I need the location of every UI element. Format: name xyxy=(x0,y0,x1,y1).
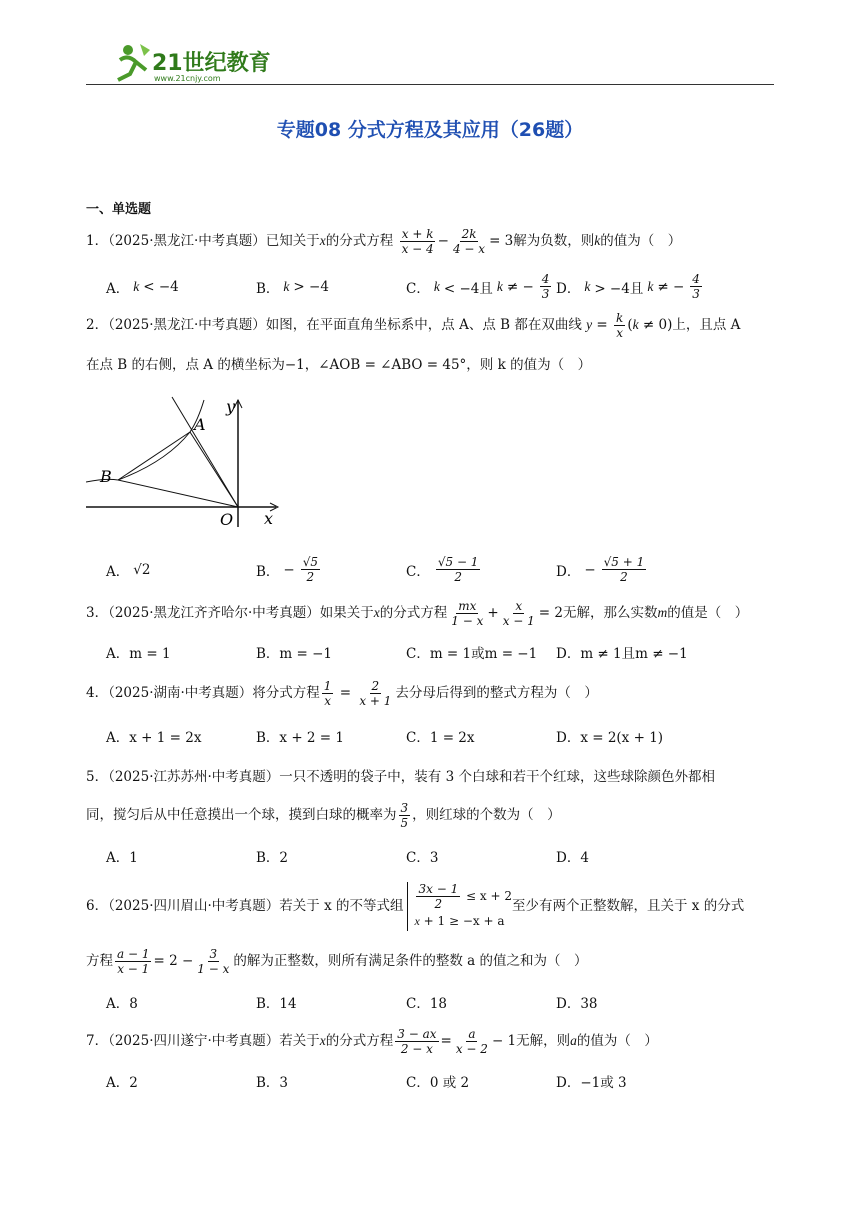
q6-option-c[interactable]: C．18 xyxy=(406,996,448,1012)
graph-label-x: x xyxy=(264,509,274,528)
logo-brand: 21世纪教育 xyxy=(152,51,271,76)
graph-label-y: y xyxy=(226,397,236,416)
q1-option-a[interactable]: A． xyxy=(106,280,130,297)
question-6: 6．（2025·四川眉山·中考真题）若关于 x 的不等式组 $\frac{3x - 1}{2}$ ≤ x + 2 x + 1 ≥ −x + a至少有两个正整数解，且关于 x 的分式 xyxy=(86,882,786,931)
q3-options xyxy=(106,642,726,662)
q2-line-2: 在点 B 的右侧，点 A 的横坐标为−1，∠AOB = ∠ABO = 45°，则 k 的值为（ ） xyxy=(86,357,592,373)
q1-option-d[interactable]: D． xyxy=(556,280,581,297)
section-heading: 一、单选题 xyxy=(86,202,152,217)
q5-option-b[interactable]: B．2 xyxy=(256,850,289,866)
q1-option-c[interactable]: C． xyxy=(406,280,430,297)
q4-option-d[interactable]: D．x = 2(x + 1) xyxy=(556,730,664,746)
q5-options xyxy=(106,846,726,866)
graph-label-a: A xyxy=(194,415,206,434)
q1-text-c: 解为负数，则 xyxy=(513,233,595,249)
q2-text-a: 2．（2025·黑龙江·中考真题）如图，在平面直角坐标系中，点 A、点 B 都在双曲线 xyxy=(86,317,582,333)
q6-text-d: 的解为正整数，则所有满足条件的整数 a 的值之和为（ ） xyxy=(233,953,588,969)
q4-option-c[interactable]: C．1 = 2x xyxy=(406,730,475,746)
q6-option-b[interactable]: B．14 xyxy=(256,996,297,1012)
q3-option-c[interactable]: C．m = 1或m = −1 xyxy=(406,646,538,662)
q5-option-d[interactable]: D．4 xyxy=(556,850,589,866)
q3-option-b[interactable]: B．m = −1 xyxy=(256,646,333,662)
question-1: 1．（2025·黑龙江·中考真题）已知关于x的分式方程 $\frac{x + k}{x - 4}$ − $\frac{2k}{4 - x}$ = 3解为负数，则k的值为（ ） xyxy=(86,227,682,256)
q7-option-b[interactable]: B．3 xyxy=(256,1075,289,1091)
q4-option-a[interactable]: A．x + 1 = 2x xyxy=(106,730,202,746)
q3-text-d: 的值是（ ） xyxy=(667,605,749,621)
graph-label-o: O xyxy=(220,510,234,529)
q1-options: A． k < −4 B． k > −4 C． k < −4且 k ≠ − $\frac{4}{3}$ D． k > −4且 k ≠ − $\frac{4}{3}$ xyxy=(106,272,700,301)
graph-label-b: B xyxy=(100,467,112,486)
q6-options xyxy=(106,992,726,1012)
logo xyxy=(106,40,286,84)
question-4: 4．（2025·湖南·中考真题）将分式方程 $\frac{1}{x}$ = $\frac{2}{x + 1}$ 去分母后得到的整式方程为（ ） xyxy=(86,679,598,708)
q2-option-d[interactable]: D． xyxy=(556,563,581,580)
q6-line-2: 方程 $\frac{a - 1}{x - 1}$ = 2 − $\frac{3}{1 - x}$ 的解为正整数，则所有满足条件的整数 a 的值之和为（ ） xyxy=(86,947,588,976)
q4-text-a: 4．（2025·湖南·中考真题）将分式方程 xyxy=(86,685,320,701)
q5-option-a[interactable]: A．1 xyxy=(106,850,138,866)
q7-text-c: 无解，则 xyxy=(516,1033,571,1049)
question-5: 5．（2025·江苏苏州·中考真题）一只不透明的袋子中，装有 3 个白球和若干个红球，这些球除颜色外都相 xyxy=(86,769,715,785)
q1-text-d: 的值为（ ） xyxy=(600,233,682,249)
q7-option-c[interactable]: C．0 或 2 xyxy=(406,1075,470,1091)
q3-option-d[interactable]: D．m ≠ 1且m ≠ −1 xyxy=(556,646,688,662)
q6-option-a[interactable]: A．8 xyxy=(106,996,138,1012)
q6-text-c: 方程 xyxy=(86,953,113,969)
q4-options xyxy=(106,726,726,746)
q5-line-2: 同，搅匀后从中任意摸出一个球，摸到白球的概率为 $\frac{3}{5}$ ，则红球的个数为（ ） xyxy=(86,801,561,830)
q7-text-a: 7．（2025·四川遂宁·中考真题）若关于 xyxy=(86,1033,320,1049)
q3-text-b: 的分式方程 xyxy=(379,605,448,621)
header-rule xyxy=(86,84,774,85)
q5-text-a: 同，搅匀后从中任意摸出一个球，摸到白球的概率为 xyxy=(86,807,397,823)
q6-text-b: 至少有两个正整数解，且关于 x 的分式 xyxy=(512,898,745,914)
q6-option-d[interactable]: D．38 xyxy=(556,996,598,1012)
q7-option-d[interactable]: D．−1或 3 xyxy=(556,1075,627,1091)
q5-option-c[interactable]: C．3 xyxy=(406,850,439,866)
q2-option-c[interactable]: C． xyxy=(406,563,430,580)
q2-text-b: 上，且点 A xyxy=(672,317,741,333)
q1-text-b: 的分式方程 xyxy=(325,233,394,249)
q7-text-d: 的值为（ ） xyxy=(576,1033,658,1049)
q3-option-a[interactable]: A．m = 1 xyxy=(106,646,171,662)
q2-option-a[interactable]: A． xyxy=(106,563,130,580)
q7-option-a[interactable]: A．2 xyxy=(106,1075,138,1091)
q2-graph xyxy=(86,392,286,532)
question-7: 7．（2025·四川遂宁·中考真题）若关于x的分式方程 $\frac{3 - ax}{2 - x}$ = $\frac{a}{x - 2}$ − 1无解，则a的值为（ ） xyxy=(86,1027,658,1056)
q7-options xyxy=(106,1071,726,1091)
q4-text-b: 去分母后得到的整式方程为（ ） xyxy=(395,685,598,701)
question-3: 3．（2025·黑龙江齐齐哈尔·中考真题）如果关于x的分式方程 $\frac{mx}{1 - x}$ + $\frac{x}{x - 1}$ = 2无解，那么实数m的值是（ ） xyxy=(86,599,749,628)
q3-text-a: 3．（2025·黑龙江齐齐哈尔·中考真题）如果关于 xyxy=(86,605,374,621)
q4-option-b[interactable]: B．x + 2 = 1 xyxy=(256,730,345,746)
q5-text-b: ，则红球的个数为（ ） xyxy=(412,807,561,823)
question-2: 2．（2025·黑龙江·中考真题）如图，在平面直角坐标系中，点 A、点 B 都在双曲线 y = $\frac{k}{x}$ (k ≠ 0)上，且点 A xyxy=(86,311,741,340)
page-title: 专题08 分式方程及其应用（26题） xyxy=(276,119,584,141)
q1-option-b[interactable]: B． xyxy=(256,280,280,297)
q3-text-c: 无解，那么实数 xyxy=(562,605,658,621)
q7-text-b: 的分式方程 xyxy=(325,1033,394,1049)
q6-text-a: 6．（2025·四川眉山·中考真题）若关于 x 的不等式组 xyxy=(86,898,404,914)
q2-options: A． √2 B． − $\frac{√5}{2}$ C． $\frac{√5 - 1}{2}$ D． − $\frac{√5 + 1}{2}$ xyxy=(106,555,645,584)
logo-url: www.21cnjy.com xyxy=(154,74,221,83)
q2-option-b[interactable]: B． xyxy=(256,563,280,580)
q1-text-a: 1．（2025·黑龙江·中考真题）已知关于 xyxy=(86,233,320,249)
